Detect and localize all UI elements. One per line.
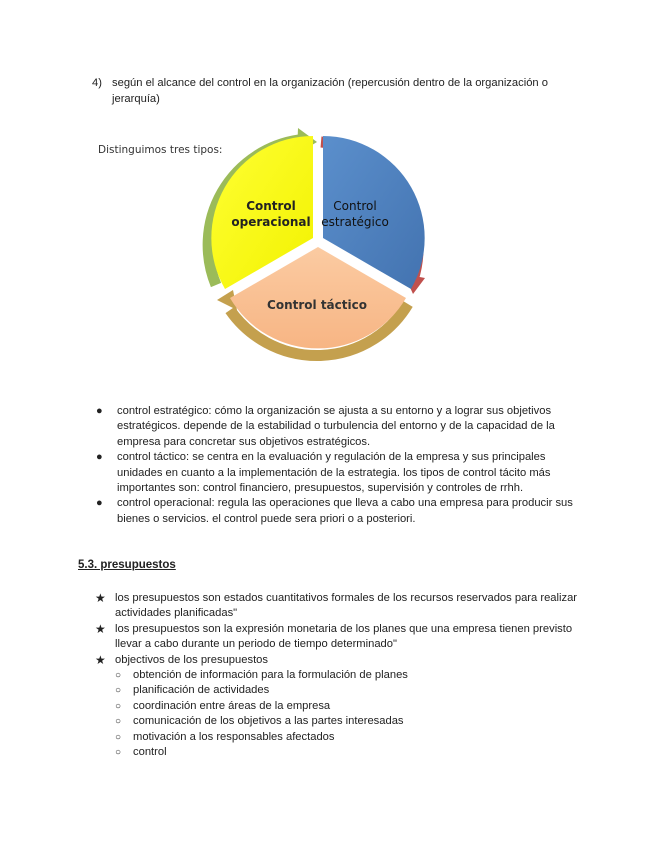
sublist [94, 668, 594, 760]
list-item [94, 591, 594, 622]
list-item [94, 404, 584, 450]
list-item [94, 450, 584, 496]
diagram-caption: Distinguimos tres tipos: [98, 144, 223, 156]
budget-list [94, 591, 594, 760]
operacional-label-line2: operacional [231, 215, 311, 229]
bullet-icon: ● [96, 451, 103, 464]
star-icon: ★ [95, 591, 106, 605]
list-item [94, 622, 594, 653]
sublist-item [94, 714, 594, 729]
sublist-item-text: obtención de información para la formulación de planes [133, 669, 408, 682]
circle-bullet-icon: ○ [115, 716, 122, 728]
circle-bullet-icon: ○ [115, 685, 122, 697]
item-number: 4) [92, 77, 102, 89]
sublist-item-text: comunicación de los objetivos a las partes interesadas [133, 715, 404, 728]
sublist-item-text: planificación de actividades [133, 684, 270, 697]
operacional-label-line1: Control [246, 199, 296, 213]
sublist-item [94, 699, 594, 714]
list-item-text: control estratégico: cómo la organización se ajusta a su entorno y a lograr sus objetivos estratégicos. depende de la estabilidad o turbulencia del entorno y de la capacidad de la empresa para concretar sus objetivos estratégicos. [117, 405, 555, 448]
list-item-text: objectivos de los presupuestos [115, 653, 268, 666]
control-types-diagram [95, 126, 445, 391]
bullet-icon: ● [96, 405, 103, 417]
tactico-label: Control táctico [267, 298, 367, 312]
circle-bullet-icon: ○ [115, 731, 122, 743]
item-text: según el alcance del control en la organización (repercusión dentro de la organización o jerarquía) [112, 77, 548, 105]
sublist-item [94, 745, 594, 760]
sublist-item-text: coordinación entre áreas de la empresa [133, 699, 331, 712]
sublist-item-text: motivación a los responsables afectados [133, 730, 335, 743]
estrategico-label-line2: estratégico [321, 215, 389, 229]
circle-bullet-icon: ○ [115, 670, 122, 682]
list-item-text: los presupuestos son estados cuantitativos formales de los recursos reservados para realizar actividades planificadas" [115, 592, 578, 620]
list-item-text: los presupuestos son la expresión monetaria de los planes que una empresa tienen previsto llevar a cabo durante un periodo de tiempo determinado" [115, 622, 573, 651]
list-item-text: control táctico: se centra en la evaluación y regulación de la empresa y sus principales unidades en cuanto a la implementación de la estrategia. los tipos de control tácito más importantes son: control financiero, presupuestos, supervisión y controles de rrhh. [117, 451, 551, 495]
numbered-item-4 [92, 76, 592, 107]
list-item [94, 653, 594, 668]
circle-bullet-icon: ○ [115, 747, 122, 759]
star-icon: ★ [95, 621, 106, 636]
estrategico-label-line1: Control [333, 199, 377, 213]
star-icon: ★ [95, 652, 106, 667]
section-heading: 5.3. presupuestos [78, 559, 176, 571]
sublist-item [94, 683, 594, 698]
circle-bullet-icon: ○ [115, 700, 122, 712]
cycle-diagram-svg [95, 126, 445, 391]
sublist-item-text: control [133, 746, 167, 759]
control-types-list [94, 404, 584, 527]
bullet-icon: ● [96, 497, 103, 510]
list-item-text: control operacional: regula las operaciones que lleva a cabo una empresa para producir sus bienes o servicios. el control puede sera priori o a posteriori. [117, 497, 573, 525]
sublist-item [94, 730, 594, 745]
list-item [94, 496, 584, 527]
sublist-item [94, 668, 594, 683]
